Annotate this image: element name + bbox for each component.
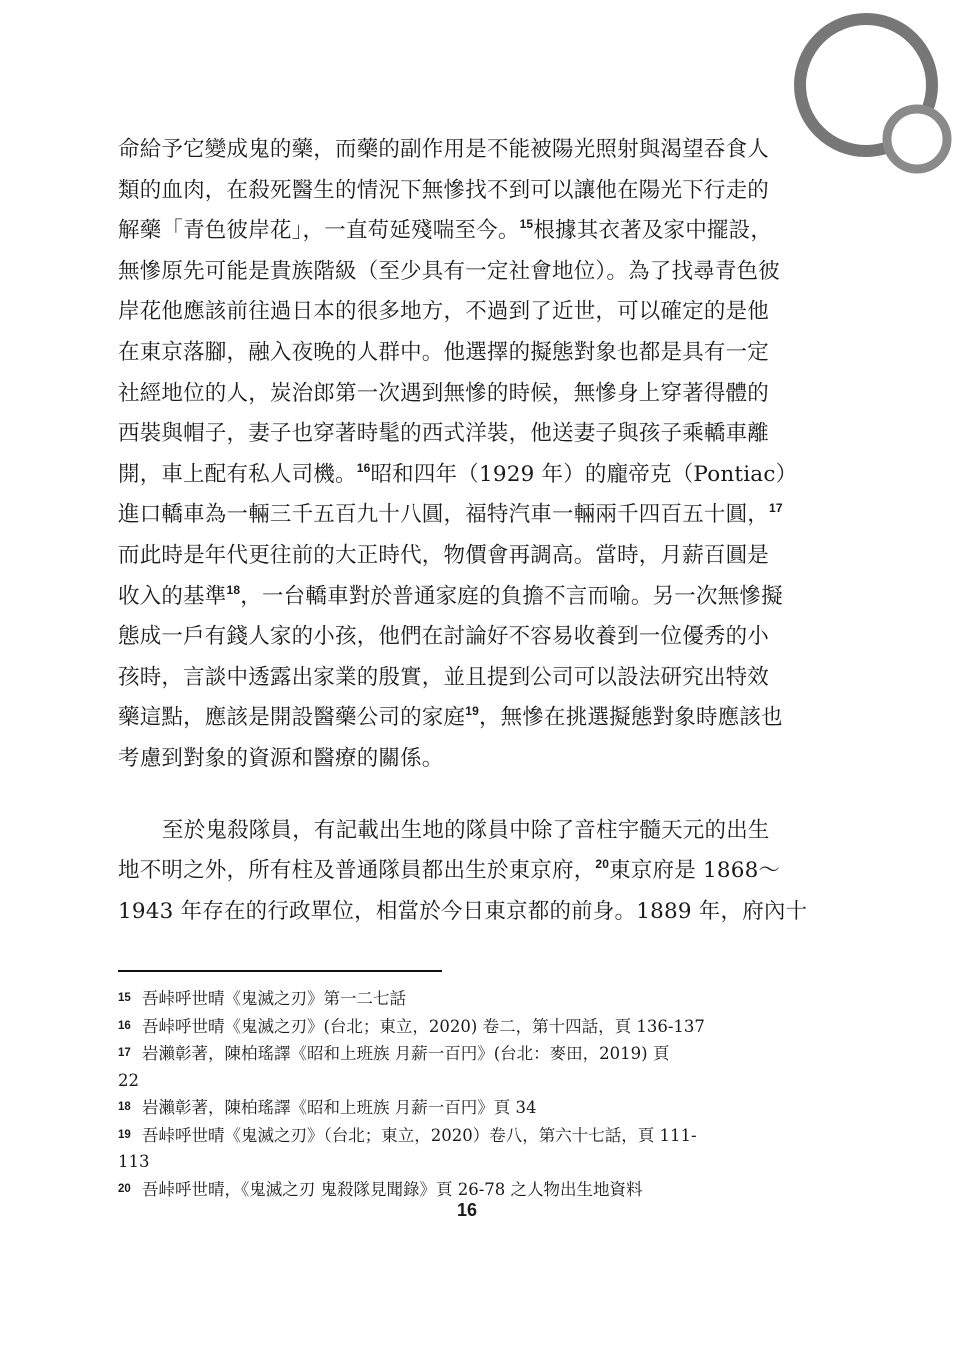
text-segment: 1943 年存在的行政單位，相當於今日東京都的前身。1889 年，府內十 xyxy=(118,898,808,924)
text-segment: 命給予它變成鬼的藥，而藥的副作用是不能被陽光照射與渴望吞食人 xyxy=(118,137,770,162)
footnote-mark: 15 xyxy=(118,992,131,1004)
footnote-mark: 20 xyxy=(118,1182,131,1195)
text-segment: ，一台轎車對於普通家庭的負擔不言而喻。另一次無慘擬 xyxy=(240,583,783,609)
text-line xyxy=(118,211,818,252)
text-line xyxy=(118,658,818,699)
footnote-mark: 19 xyxy=(118,1128,131,1141)
text-segment: 收入的基準 xyxy=(118,583,227,609)
text-line xyxy=(118,495,818,536)
text-line xyxy=(118,577,818,618)
footnote-reference[interactable]: 16 xyxy=(356,460,371,475)
text-segment: 社經地位的人，炭治郎第一次遇到無慘的時候，無慘身上穿著得體的 xyxy=(118,380,770,406)
text-segment: 岸花他應該前往過日本的很多地方，不過到了近世，可以確定的是他 xyxy=(118,299,770,325)
footnote-text: 岩瀨彰著，陳柏瑤譯《昭和上班族 月薪一百円》頁 34 xyxy=(142,1098,537,1117)
text-segment: 而此時是年代更往前的大正時代，物價會再調高。當時，月薪百圓是 xyxy=(118,542,770,568)
text-segment: 在東京落腳，融入夜晚的人群中。他選擇的擬態對象也都是具有一定 xyxy=(118,339,770,365)
footnote-item xyxy=(118,1094,818,1122)
text-line xyxy=(118,374,818,415)
text-line xyxy=(118,333,818,374)
text-line xyxy=(118,536,818,577)
footnote-item xyxy=(118,1013,818,1041)
text-segment: 昭和四年（1929 年）的龐帝克（Pontiac） xyxy=(370,461,798,487)
text-line xyxy=(118,617,818,658)
text-segment: 解藥「青色彼岸花」，一直苟延殘喘至今。 xyxy=(118,218,520,244)
text-line xyxy=(118,851,818,892)
text-segment: 根據其衣著及家中擺設， xyxy=(533,218,773,244)
text-segment: 西裝與帽子，妻子也穿著時髦的西式洋裝，他送妻子與孩子乘轎車離 xyxy=(118,421,770,447)
text-line xyxy=(118,414,818,455)
text-line xyxy=(118,892,818,933)
text-line xyxy=(118,739,818,780)
text-line xyxy=(118,252,818,293)
footnote-mark: 18 xyxy=(118,1101,131,1113)
footnote-text: 岩瀨彰著，陳柏瑤譯《昭和上班族 月薪一百円》(台北：麥田，2019) 頁 xyxy=(142,1044,670,1063)
footnote-reference[interactable]: 18 xyxy=(226,582,241,597)
text-segment: ，無慘在挑選擬態對象時應該也 xyxy=(478,705,783,731)
paragraph-1 xyxy=(118,130,818,780)
page-number: 16 xyxy=(456,1200,478,1220)
footnote-item xyxy=(118,1040,818,1094)
text-segment: 無慘原先可能是貴族階級（至少具有一定社會地位）。為了找尋青色彼 xyxy=(118,258,780,284)
text-segment: 藥這點，應該是開設醫藥公司的家庭 xyxy=(118,705,466,731)
footnote-text: 吾峠呼世晴，《鬼滅之刃 鬼殺隊見聞錄》頁 26-78 之人物出生地資料 xyxy=(142,1179,643,1199)
text-segment: 開，車上配有私人司機。 xyxy=(118,461,357,487)
footnote-reference[interactable]: 20 xyxy=(595,857,610,872)
text-line xyxy=(118,698,818,739)
footnote-reference[interactable]: 17 xyxy=(769,501,783,516)
text-segment: 態成一戶有錢人家的小孩，他們在討論好不容易收養到一位優秀的小 xyxy=(118,624,770,650)
footnote-mark: 16 xyxy=(118,1019,131,1032)
footnote-reference[interactable]: 15 xyxy=(519,217,534,232)
text-segment: 考慮到對象的資源和醫療的關係。 xyxy=(118,745,444,771)
text-segment: 孩時，言談中透露出家業的殷實，並且提到公司可以設法研究出特效 xyxy=(118,664,770,690)
paragraph-2 xyxy=(118,811,818,933)
text-line xyxy=(118,811,818,852)
text-line xyxy=(118,455,818,496)
footnote-text: 吾峠呼世晴《鬼滅之刃》第一二七話 xyxy=(142,989,406,1008)
footnote-mark: 17 xyxy=(118,1047,131,1059)
footnote-item xyxy=(118,1122,818,1176)
footnote-text: 吾峠呼世晴《鬼滅之刃》(台北；東立，2020) 卷二，第十四話，頁 136-137 xyxy=(142,1016,705,1036)
footnote-item xyxy=(118,1176,818,1204)
text-line xyxy=(118,171,818,212)
text-line xyxy=(118,292,818,333)
footnotes xyxy=(118,985,818,1203)
footnote-reference[interactable]: 19 xyxy=(465,704,479,719)
text-segment: 地不明之外，所有柱及普通隊員都出生於東京府， xyxy=(118,858,596,884)
footnote-text-continuation: 113 xyxy=(118,1152,150,1171)
text-line xyxy=(118,130,818,171)
text-segment: 進口轎車為一輛三千五百九十八圓，福特汽車一輛兩千四百五十圓， xyxy=(118,502,770,528)
body-text xyxy=(118,130,818,932)
text-segment: 東京府是 1868～ xyxy=(609,858,781,884)
text-segment: 至於鬼殺隊員，有記載出生地的隊員中除了音柱宇髓天元的出生 xyxy=(162,817,770,843)
footnote-item xyxy=(118,985,818,1013)
footnote-text: 吾峠呼世晴《鬼滅之刃》（台北；東立，2020）卷八，第六十七話，頁 111- xyxy=(142,1125,697,1145)
footnote-separator xyxy=(118,970,442,972)
footnote-text-continuation: 22 xyxy=(118,1070,139,1090)
text-segment: 類的血肉，在殺死醫生的情況下無慘找不到可以讓他在陽光下行走的 xyxy=(118,177,770,203)
small-ring-icon xyxy=(887,109,947,169)
